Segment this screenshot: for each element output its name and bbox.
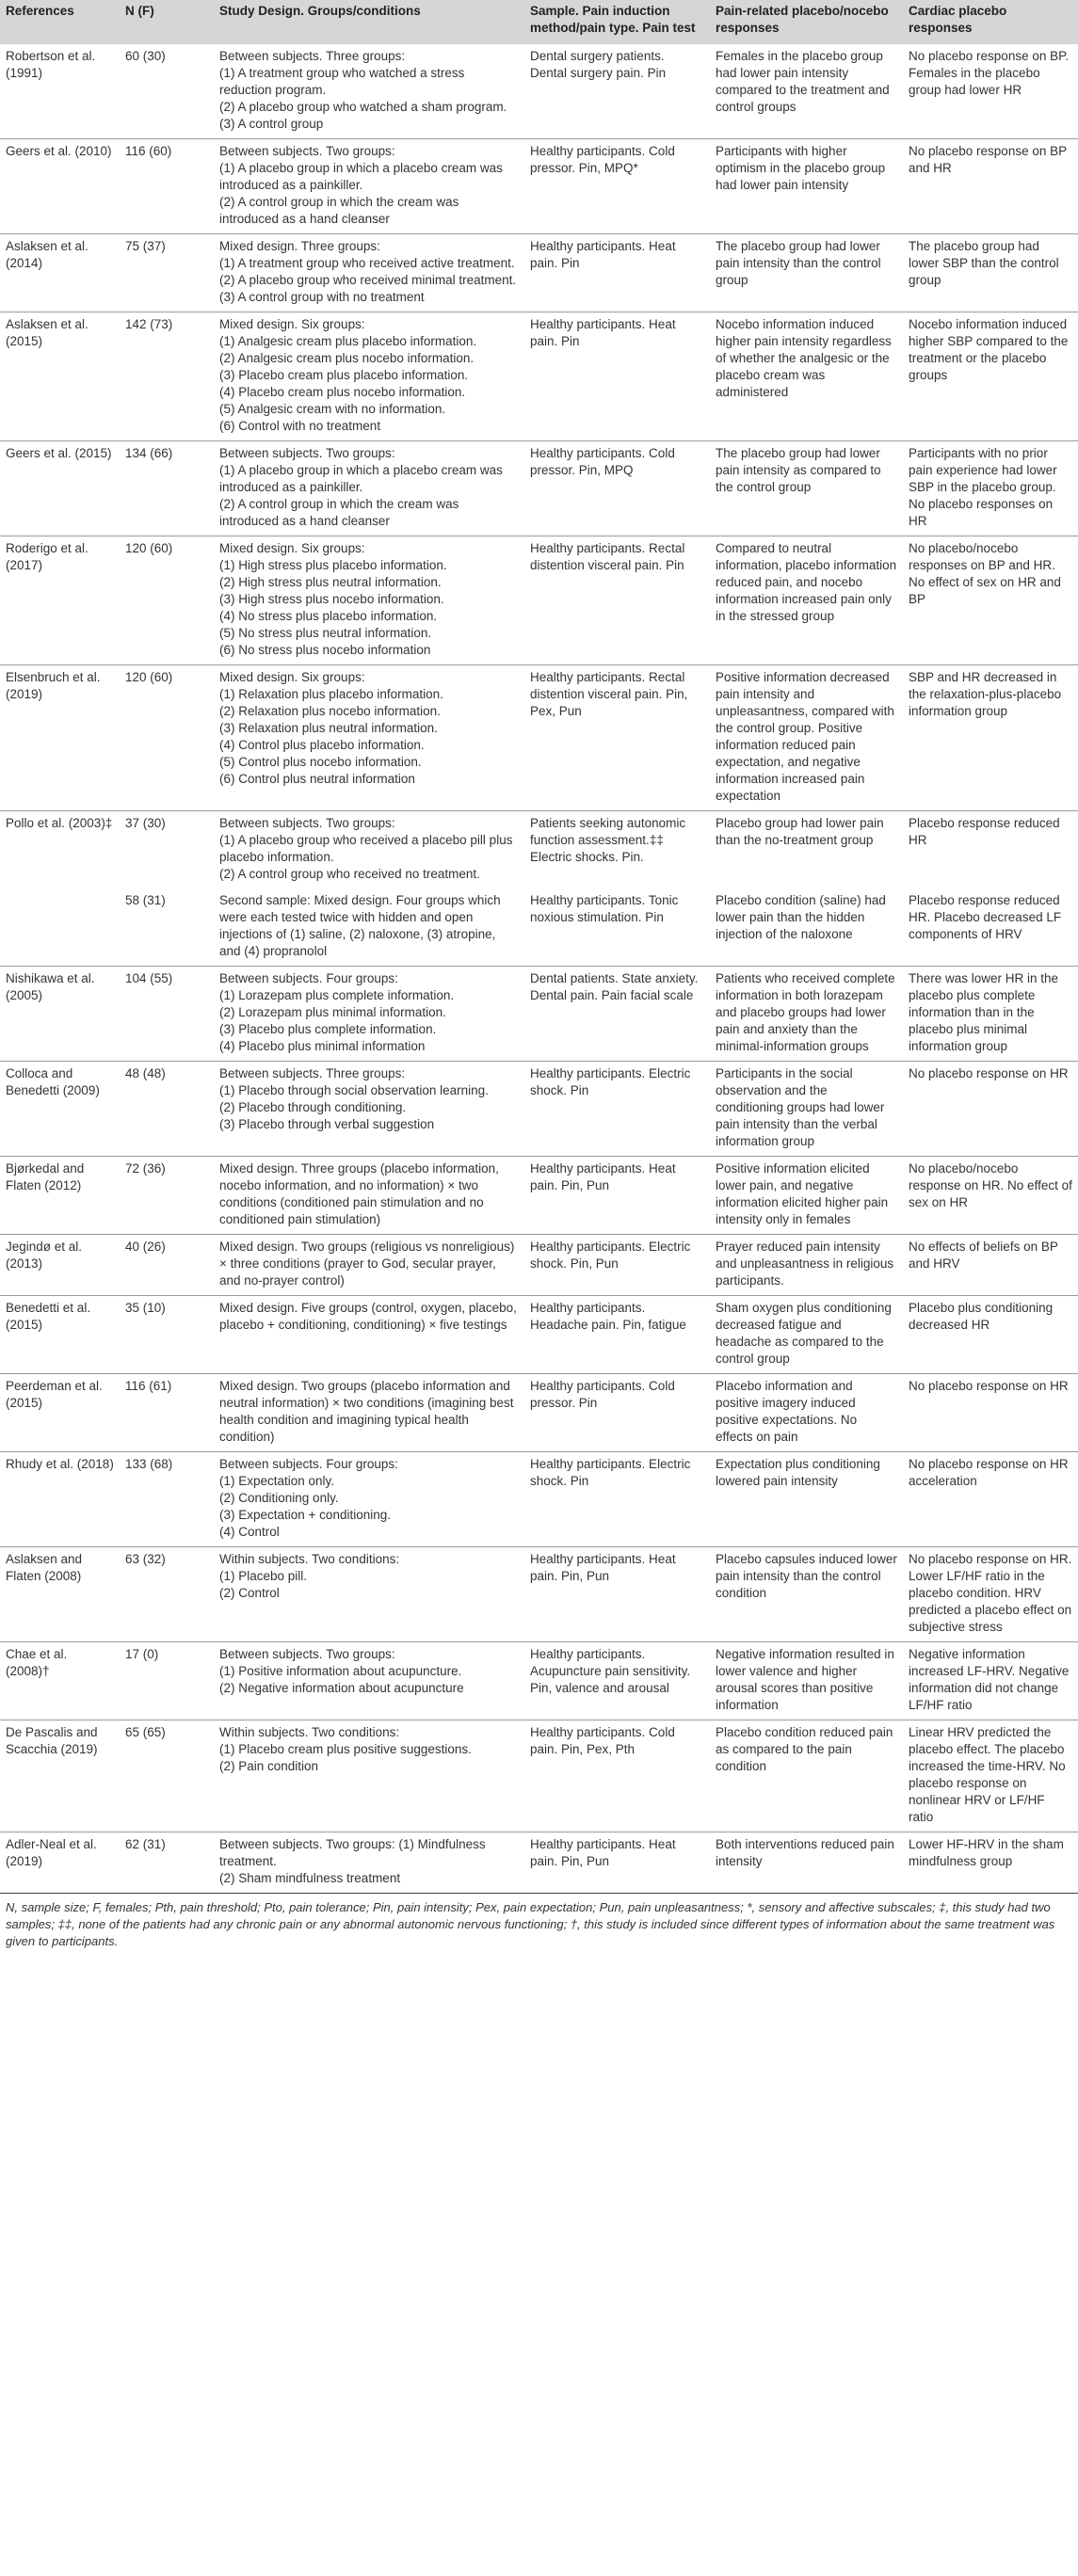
design-line: Between subjects. Three groups: xyxy=(219,1066,406,1080)
cell-n: 63 (32) xyxy=(120,1547,214,1642)
cell-cardiac-response: Linear HRV predicted the placebo effect. The placebo increased the time-HRV. No placebo response on nonlinear HRV or LF/HF ratio xyxy=(903,1720,1078,1832)
design-line: (1) Placebo through social observation learning. xyxy=(219,1083,489,1097)
cell-sample: Healthy participants. Electric shock. Pin xyxy=(524,1062,710,1157)
table-row xyxy=(0,888,1078,967)
cell-sample: Patients seeking autonomic function assessment.‡‡ Electric shocks. Pin. xyxy=(530,816,686,864)
cell-pain-response: Positive information decreased pain intensity and unpleasantness, compared with the control group. Positive information reduced pain expectation, and negative information increased pain expectation xyxy=(710,665,903,811)
design-line: (3) Placebo plus complete information. xyxy=(219,1022,437,1036)
table-row xyxy=(0,139,1078,234)
cell-design xyxy=(214,1452,524,1547)
cell-cardiac-response: Nocebo information induced higher SBP compared to the treatment or the placebo groups xyxy=(903,312,1078,441)
cell-cardiac-response: Placebo response reduced HR xyxy=(909,816,1060,847)
design-line: (1) Positive information about acupuncture. xyxy=(219,1664,462,1678)
design-line: Mixed design. Six groups: xyxy=(219,670,365,684)
design-line: (1) Expectation only. xyxy=(219,1474,335,1488)
cell-design xyxy=(214,888,524,967)
cell-n: 116 (61) xyxy=(120,1374,214,1452)
table-footnote: N, sample size; F, females; Pth, pain threshold; Pto, pain tolerance; Pin, pain intensity; Pex, pain expectation; Pun, pain unpleasantness; *, sensory and affective subscales; ‡, this study had two samples; ‡‡, none of the patients had any chronic pain or any abnormal autonomic nervous functioning; †, this study is included since different types of information about the same treatment was given to participants. xyxy=(6,1900,1055,1948)
cell-design xyxy=(214,1157,524,1235)
cell-pain-response: Nocebo information induced higher pain intensity regardless of whether the analgesic or the placebo cream was administered xyxy=(710,312,903,441)
cell-sample: Healthy participants. Rectal distention visceral pain. Pin xyxy=(524,536,710,665)
design-line: (1) Placebo pill. xyxy=(219,1569,308,1583)
cell-sample: Healthy participants. Electric shock. Pin xyxy=(524,1452,710,1547)
cell-design xyxy=(214,44,524,139)
cell-cardiac-response: No placebo response on HR. Lower LF/HF ratio in the placebo condition. HRV predicted a placebo effect on subjective stress xyxy=(903,1547,1078,1642)
cell-n: 142 (73) xyxy=(120,312,214,441)
cell-n: 35 (10) xyxy=(120,1296,214,1374)
cell-pain-response: Sham oxygen plus conditioning decreased fatigue and headache as compared to the control group xyxy=(710,1296,903,1374)
table-row xyxy=(0,665,1078,811)
header-design: Study Design. Groups/conditions xyxy=(214,0,524,44)
design-line: (3) High stress plus nocebo information. xyxy=(219,592,444,606)
cell-sample: Healthy participants. Heat pain. Pin xyxy=(524,234,710,312)
cell-cardiac-response: There was lower HR in the placebo plus complete information than in the placebo plus minimal information group xyxy=(903,967,1078,1062)
cell-pain-response: Expectation plus conditioning lowered pain intensity xyxy=(710,1452,903,1547)
cell-n: 133 (68) xyxy=(120,1452,214,1547)
design-line: Mixed design. Two groups (religious vs nonreligious) × three conditions (prayer to God, secular prayer, and no-prayer control) xyxy=(219,1240,515,1288)
design-line: (1) A treatment group who watched a stress reduction program. xyxy=(219,66,465,97)
design-line: (5) No stress plus neutral information. xyxy=(219,626,432,640)
cell-design xyxy=(214,1296,524,1374)
cell-design xyxy=(214,536,524,665)
cell-design xyxy=(214,1235,524,1296)
cell-pain-response: Placebo condition reduced pain as compared to the pain condition xyxy=(710,1720,903,1832)
cell-reference: Elsenbruch et al. (2019) xyxy=(0,665,120,811)
cell-cardiac-response: Placebo response reduced HR. Placebo decreased LF components of HRV xyxy=(903,888,1078,967)
design-line: Mixed design. Six groups: xyxy=(219,317,365,331)
design-line: (2) Analgesic cream plus nocebo information. xyxy=(219,351,475,365)
cell-sample: Healthy participants. Cold pressor. Pin, MPQ* xyxy=(524,139,710,234)
table-row xyxy=(0,1452,1078,1547)
cell-reference: Bjørkedal and Flaten (2012) xyxy=(0,1157,120,1235)
cell-sample: Healthy participants. Heat pain. Pin, Pun xyxy=(524,1157,710,1235)
design-line: (4) Placebo plus minimal information xyxy=(219,1039,426,1053)
cell-sample: Healthy participants. Rectal distention visceral pain. Pin, Pex, Pun xyxy=(524,665,710,811)
cell-n: 40 (26) xyxy=(120,1235,214,1296)
header-pain-responses: Pain-related placebo/nocebo responses xyxy=(710,0,903,44)
design-line: (2) Sham mindfulness treatment xyxy=(219,1871,401,1885)
cell-cardiac-response: No placebo response on HR xyxy=(903,1062,1078,1157)
cell-design xyxy=(214,1832,524,1894)
cell-pain-response: The placebo group had lower pain intensity than the control group xyxy=(710,234,903,312)
table-body xyxy=(0,44,1078,1894)
design-line: (3) A control group xyxy=(219,117,324,131)
cell-cardiac-response: The placebo group had lower SBP than the control group xyxy=(903,234,1078,312)
cell-n: 120 (60) xyxy=(120,665,214,811)
design-line: (2) A control group who received no treatment. xyxy=(219,867,480,881)
design-line: Between subjects. Two groups: xyxy=(219,816,395,830)
cell-design xyxy=(214,1062,524,1157)
cell-reference: Rhudy et al. (2018) xyxy=(0,1452,120,1547)
cell-n: 72 (36) xyxy=(120,1157,214,1235)
cell-design xyxy=(214,1720,524,1832)
design-line: (2) Placebo through conditioning. xyxy=(219,1100,407,1114)
cell-n: 120 (60) xyxy=(120,536,214,665)
table-row xyxy=(0,44,1078,139)
design-line: (1) A treatment group who received active treatment. xyxy=(219,256,515,270)
design-line: (1) Placebo cream plus positive suggestions. xyxy=(219,1742,472,1756)
design-line: (2) High stress plus neutral information. xyxy=(219,575,442,589)
design-line: Mixed design. Three groups: xyxy=(219,239,380,253)
design-line: (2) Conditioning only. xyxy=(219,1491,339,1505)
cell-sample: Dental patients. State anxiety. Dental pain. Pain facial scale xyxy=(524,967,710,1062)
design-line: (4) No stress plus placebo information. xyxy=(219,609,438,623)
cell-n: 75 (37) xyxy=(120,234,214,312)
cell-cardiac-response: No effects of beliefs on BP and HRV xyxy=(903,1235,1078,1296)
design-line: Between subjects. Four groups: xyxy=(219,1457,398,1471)
design-line: (3) Expectation + conditioning. xyxy=(219,1508,391,1522)
cell-cardiac-response: Lower HF-HRV in the sham mindfulness group xyxy=(903,1832,1078,1894)
cell-reference: Chae et al. (2008)† xyxy=(0,1642,120,1720)
cell-pain-response: Patients who received complete information in both lorazepam and placebo groups had lower pain and anxiety than the minimal-information groups xyxy=(710,967,903,1062)
design-line: (2) A placebo group who watched a sham program. xyxy=(219,100,507,114)
cell-pain-response: Compared to neutral information, placebo information reduced pain, and nocebo information increased pain only in the stressed group xyxy=(710,536,903,665)
design-line: Between subjects. Two groups: xyxy=(219,446,395,460)
cell-cardiac-response: Negative information increased LF-HRV. Negative information did not change LF/HF ratio xyxy=(903,1642,1078,1720)
cell-cardiac-response: Participants with no prior pain experience had lower SBP in the placebo group. No placebo responses on HR xyxy=(903,441,1078,536)
cell-reference: Jegindø et al. (2013) xyxy=(0,1235,120,1296)
design-line: (1) A placebo group in which a placebo cream was introduced as a painkiller. xyxy=(219,161,503,192)
cell-pain-response: Placebo condition (saline) had lower pain than the hidden injection of the naloxone xyxy=(710,888,903,967)
cell-reference: Geers et al. (2010) xyxy=(0,139,120,234)
cell-sample: Healthy participants. Cold pressor. Pin xyxy=(524,1374,710,1452)
design-line: (1) A placebo group who received a placebo pill plus placebo information. xyxy=(219,833,513,864)
design-line: Mixed design. Six groups: xyxy=(219,541,365,555)
design-line: (3) Placebo cream plus placebo information. xyxy=(219,368,469,382)
table-row xyxy=(0,1235,1078,1296)
table-row xyxy=(0,1062,1078,1157)
cell-reference: Geers et al. (2015) xyxy=(0,441,120,536)
table-row xyxy=(0,1374,1078,1452)
table-row xyxy=(0,967,1078,1062)
design-line: (2) Pain condition xyxy=(219,1759,319,1773)
cell-sample: Healthy participants. Acupuncture pain sensitivity. Pin, valence and arousal xyxy=(524,1642,710,1720)
cell-n: 17 (0) xyxy=(120,1642,214,1720)
header-cardiac-responses: Cardiac placebo responses xyxy=(903,0,1078,44)
design-line: (4) Control xyxy=(219,1525,280,1539)
design-line: (1) Analgesic cream plus placebo information. xyxy=(219,334,477,348)
table-row xyxy=(0,1157,1078,1235)
cell-pain-response: Participants in the social observation and the conditioning groups had lower pain intensity than the verbal information group xyxy=(710,1062,903,1157)
design-line: (2) Negative information about acupuncture xyxy=(219,1681,464,1695)
cell-cardiac-response: No placebo response on HR acceleration xyxy=(903,1452,1078,1547)
cell-reference: Aslaksen et al. (2014) xyxy=(0,234,120,312)
cell-design xyxy=(214,1642,524,1720)
design-line: (5) Control plus nocebo information. xyxy=(219,755,422,769)
design-line: (6) Control plus neutral information xyxy=(219,772,415,786)
cell-reference: Roderigo et al. (2017) xyxy=(0,536,120,665)
design-line: Second sample: Mixed design. Four groups which were each tested twice with hidden and open injections of (1) saline, (2) naloxone, (3) atropine, and (4) propranolol xyxy=(219,893,501,958)
design-line: (1) High stress plus placebo information. xyxy=(219,558,447,572)
table-row xyxy=(0,1547,1078,1642)
design-line: (2) A control group in which the cream was introduced as a hand cleanser xyxy=(219,497,459,528)
cell-n: 65 (65) xyxy=(120,1720,214,1832)
cell-cardiac-response: No placebo/nocebo responses on BP and HR. No effect of sex on HR and BP xyxy=(903,536,1078,665)
cell-pain-response: Participants with higher optimism in the placebo group had lower pain intensity xyxy=(710,139,903,234)
table-row xyxy=(0,1720,1078,1832)
cell-pain-response: Placebo information and positive imagery induced positive expectations. No effects on pain xyxy=(710,1374,903,1452)
cell-design xyxy=(214,967,524,1062)
cell-sample: Healthy participants. Heat pain. Pin, Pun xyxy=(524,1832,710,1894)
cell-n: 58 (31) xyxy=(120,888,214,967)
table-row xyxy=(0,1832,1078,1894)
cell-n: 134 (66) xyxy=(120,441,214,536)
cell-n: 62 (31) xyxy=(120,1832,214,1894)
design-line: (6) Control with no treatment xyxy=(219,419,381,433)
cell-reference: Aslaksen and Flaten (2008) xyxy=(0,1547,120,1642)
cell-reference: Nishikawa et al. (2005) xyxy=(0,967,120,1062)
cell-pain-response: Negative information resulted in lower valence and higher arousal scores than positive information xyxy=(710,1642,903,1720)
cell-sample: Healthy participants. Headache pain. Pin, fatigue xyxy=(524,1296,710,1374)
design-line: Mixed design. Five groups (control, oxygen, placebo, placebo + conditioning, conditioning) × five testings xyxy=(219,1301,517,1332)
cell-design xyxy=(214,1374,524,1452)
design-line: Between subjects. Two groups: (1) Mindfulness treatment. xyxy=(219,1837,486,1868)
cell-cardiac-response: SBP and HR decreased in the relaxation-plus-placebo information group xyxy=(903,665,1078,811)
cell-sample: Healthy participants. Heat pain. Pin, Pun xyxy=(524,1547,710,1642)
header-references: References xyxy=(0,0,120,44)
cell-cardiac-response: No placebo/nocebo response on HR. No effect of sex on HR xyxy=(903,1157,1078,1235)
design-line: (1) A placebo group in which a placebo cream was introduced as a painkiller. xyxy=(219,463,503,494)
cell-sample: Dental surgery patients. Dental surgery pain. Pin xyxy=(524,44,710,139)
cell-sample: Healthy participants. Cold pain. Pin, Pex, Pth xyxy=(524,1720,710,1832)
cell-reference: Colloca and Benedetti (2009) xyxy=(0,1062,120,1157)
cell-cardiac-response: No placebo response on BP and HR xyxy=(903,139,1078,234)
cell-n: 116 (60) xyxy=(120,139,214,234)
cell-pain-response: Females in the placebo group had lower pain intensity compared to the treatment and control groups xyxy=(710,44,903,139)
design-line: (3) A control group with no treatment xyxy=(219,290,425,304)
design-line: Between subjects. Three groups: xyxy=(219,49,406,63)
design-line: (2) A placebo group who received minimal treatment. xyxy=(219,273,517,287)
design-line: (6) No stress plus nocebo information xyxy=(219,643,431,657)
design-line: Within subjects. Two conditions: xyxy=(219,1552,400,1566)
cell-reference: Adler-Neal et al. (2019) xyxy=(0,1832,120,1894)
design-line: Between subjects. Two groups: xyxy=(219,1647,395,1661)
table-row xyxy=(0,1642,1078,1720)
cell-cardiac-response: Placebo plus conditioning decreased HR xyxy=(903,1296,1078,1374)
design-line: (1) Lorazepam plus complete information. xyxy=(219,988,455,1002)
cell-n: 104 (55) xyxy=(120,967,214,1062)
design-line: (4) Control plus placebo information. xyxy=(219,738,425,752)
cell-pain-response: The placebo group had lower pain intensity as compared to the control group xyxy=(710,441,903,536)
cell-reference: Aslaksen et al. (2015) xyxy=(0,312,120,441)
design-line: (2) Control xyxy=(219,1586,280,1600)
design-line: Mixed design. Three groups (placebo information, nocebo information, and no information) × two conditions (conditioned pain stimulation and no conditioned pain stimulation) xyxy=(219,1161,499,1226)
table-row xyxy=(0,441,1078,536)
cell-design xyxy=(214,665,524,811)
cell-n: 37 (30) xyxy=(125,816,166,830)
cell-n: 60 (30) xyxy=(120,44,214,139)
design-line: Between subjects. Two groups: xyxy=(219,144,395,158)
cell-pain-response: Both interventions reduced pain intensity xyxy=(710,1832,903,1894)
design-line: (2) Relaxation plus nocebo information. xyxy=(219,704,441,718)
cell-cardiac-response: No placebo response on BP. Females in the placebo group had lower HR xyxy=(903,44,1078,139)
design-line: (2) A control group in which the cream was introduced as a hand cleanser xyxy=(219,195,459,226)
cell-reference xyxy=(0,888,120,967)
table-row xyxy=(0,811,1078,889)
cell-sample: Healthy participants. Cold pressor. Pin, MPQ xyxy=(524,441,710,536)
table-row xyxy=(0,1296,1078,1374)
cell-sample: Healthy participants. Tonic noxious stimulation. Pin xyxy=(524,888,710,967)
cell-design xyxy=(214,1547,524,1642)
cell-design xyxy=(214,139,524,234)
header-sample: Sample. Pain induction method/pain type. Pain test xyxy=(524,0,710,44)
cell-design xyxy=(214,234,524,312)
cell-design xyxy=(214,441,524,536)
cell-pain-response: Placebo group had lower pain than the no-treatment group xyxy=(716,816,884,847)
cell-pain-response: Positive information elicited lower pain, and negative information elicited higher pain intensity only in females xyxy=(710,1157,903,1235)
cell-reference: Peerdeman et al. (2015) xyxy=(0,1374,120,1452)
header-n: N (F) xyxy=(120,0,214,44)
cell-reference: Robertson et al. (1991) xyxy=(0,44,120,139)
cell-pain-response: Placebo capsules induced lower pain intensity than the control condition xyxy=(710,1547,903,1642)
cell-sample: Healthy participants. Electric shock. Pin, Pun xyxy=(524,1235,710,1296)
design-line: (2) Lorazepam plus minimal information. xyxy=(219,1005,446,1019)
design-line: (5) Analgesic cream with no information. xyxy=(219,402,446,416)
design-line: Mixed design. Two groups (placebo information and neutral information) × two conditions (imagining best health condition and imagining typical health condition) xyxy=(219,1379,514,1444)
table-row xyxy=(0,234,1078,312)
cell-n: 48 (48) xyxy=(120,1062,214,1157)
table-row xyxy=(0,536,1078,665)
table-row xyxy=(0,312,1078,441)
design-line: (1) Relaxation plus placebo information. xyxy=(219,687,443,701)
cell-design xyxy=(214,811,524,889)
design-line: (4) Placebo cream plus nocebo information. xyxy=(219,385,466,399)
table-header xyxy=(0,0,1078,44)
cell-sample: Healthy participants. Heat pain. Pin xyxy=(524,312,710,441)
design-line: (3) Relaxation plus neutral information. xyxy=(219,721,438,735)
design-line: Between subjects. Four groups: xyxy=(219,971,398,985)
design-line: (3) Placebo through verbal suggestion xyxy=(219,1117,435,1131)
design-line: Within subjects. Two conditions: xyxy=(219,1725,400,1739)
cell-reference: Pollo et al. (2003)‡ xyxy=(6,816,113,830)
cell-design xyxy=(214,312,524,441)
cell-cardiac-response: No placebo response on HR xyxy=(903,1374,1078,1452)
cell-pain-response: Prayer reduced pain intensity and unpleasantness in religious participants. xyxy=(710,1235,903,1296)
cell-reference: De Pascalis and Scacchia (2019) xyxy=(0,1720,120,1832)
cell-reference: Benedetti et al. (2015) xyxy=(0,1296,120,1374)
